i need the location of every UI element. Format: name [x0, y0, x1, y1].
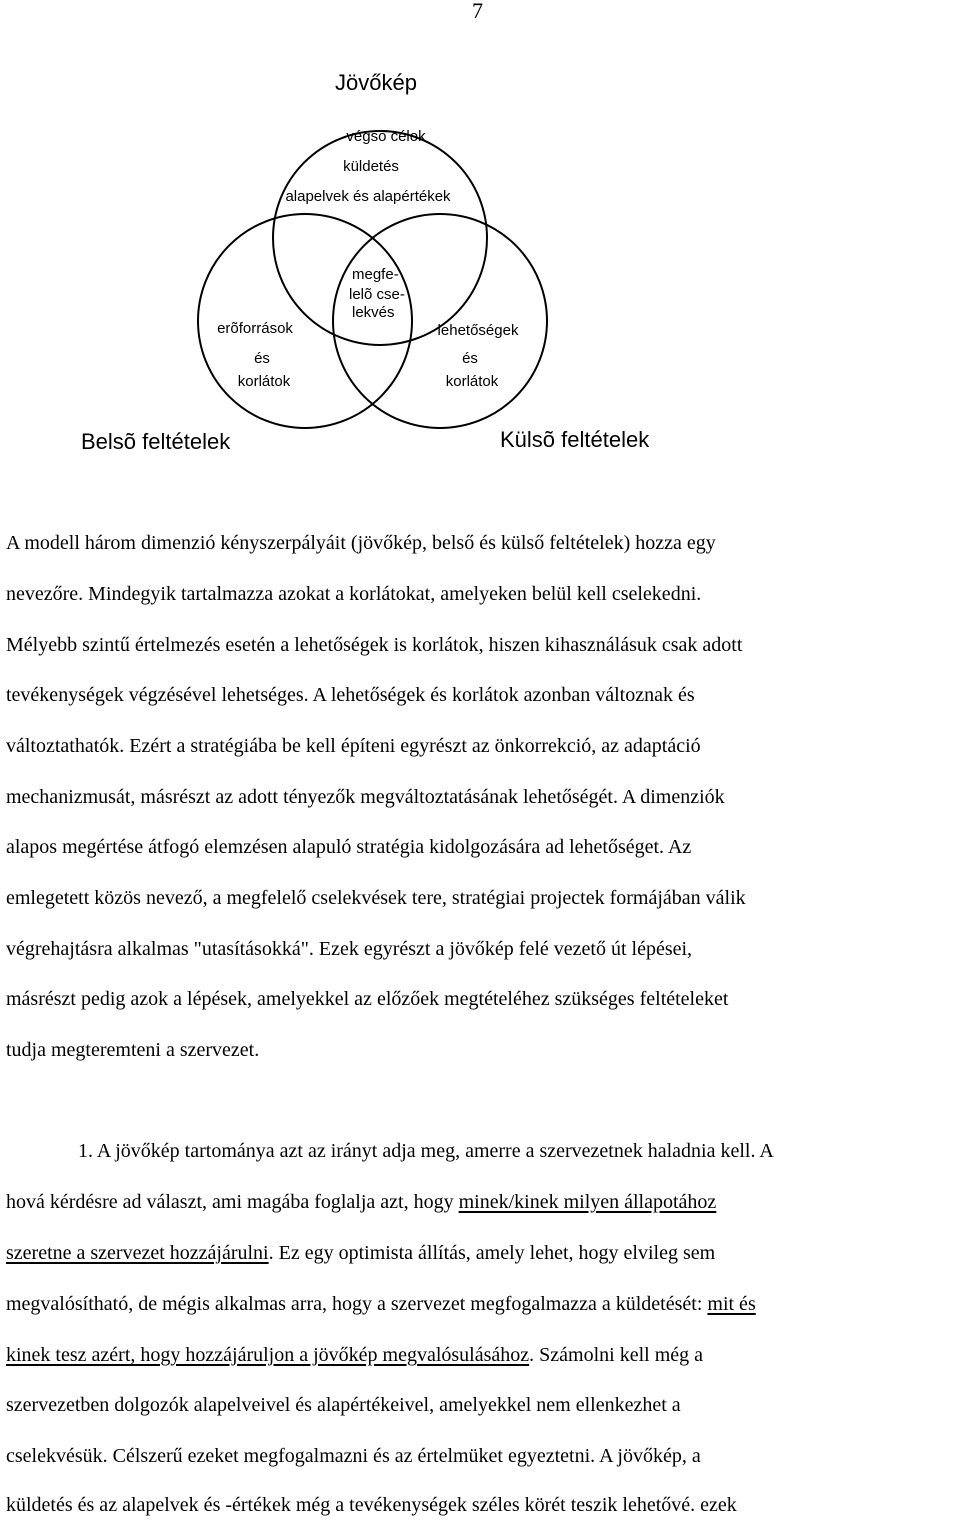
right-caption: Külsõ feltételek	[500, 427, 650, 452]
p2-line-2-underlined: minek/kinek milyen állapotához	[458, 1191, 717, 1213]
p2-line-3	[6, 1242, 715, 1265]
diagram-title: Jövőkép	[335, 70, 417, 95]
p1-line-8: emlegetett közös nevező, a megfelelő cselekvések tere, stratégiai projectek formájában válik	[6, 887, 746, 909]
p2-line-8: küldetés és az alapelvek és -értékek még a tevékenységek széles körét teszik lehetővé. ezek	[6, 1494, 737, 1516]
p1-line-4: tevékenységek végzésével lehetséges. A lehetőségek és korlátok azonban változnak és	[6, 684, 695, 706]
p2-line-3-text: . Ez egy optimista állítás, amely lehet, hogy elvileg sem	[268, 1242, 716, 1264]
p1-line-11: tudja megteremteni a szervezet.	[6, 1039, 260, 1061]
p2-line-4-underlined: mit és	[707, 1293, 756, 1315]
left-line-1: erõforrások	[217, 320, 293, 337]
center-line-3: lekvés	[352, 304, 395, 321]
p2-line-2-text: hová kérdésre ad választ, ami magába foglalja azt, hogy	[6, 1191, 459, 1213]
center-line-2: lelõ cse-	[349, 286, 405, 303]
venn-diagram	[0, 0, 960, 470]
right-line-1: lehetőségek	[437, 322, 519, 339]
p1-line-3: Mélyebb szintű értelmezés esetén a lehetőségek is korlátok, hiszen kihasználásuk csak adott	[6, 634, 743, 656]
top-item-1: végsõ célok	[346, 128, 426, 145]
p1-line-1: A modell három dimenzió kényszerpályáit (jövőkép, belső és külső feltételek) hozza egy	[6, 532, 716, 554]
p1-line-2: nevezőre. Mindegyik tartalmazza azokat a korlátokat, amelyeken belül kell cselekedni.	[6, 583, 702, 605]
p1-line-9: végrehajtásra alkalmas "utasításokká". Ezek egyrészt a jövőkép felé vezető út lépései,	[6, 938, 693, 960]
p2-line-3-underlined: szeretne a szervezet hozzájárulni	[6, 1242, 269, 1264]
left-line-2: és	[254, 350, 270, 367]
center-line-1: megfe-	[352, 266, 399, 283]
p2-line-1: 1. A jövőkép tartománya azt az irányt adja meg, amerre a szervezetnek haladnia kell. A	[78, 1140, 774, 1162]
right-line-2: és	[462, 350, 478, 367]
page-number: 7	[472, 0, 483, 23]
p2-line-4	[6, 1293, 756, 1316]
p1-line-7: alapos megértése átfogó elemzésen alapuló stratégia kidolgozására ad lehetőséget. Az	[6, 836, 692, 858]
p2-line-5	[6, 1344, 703, 1367]
p2-line-4-text: megvalósítható, de mégis alkalmas arra, hogy a szervezet megfogalmazza a küldetését:	[6, 1293, 708, 1315]
kulso-circle	[333, 214, 547, 428]
left-caption: Belsõ feltételek	[81, 429, 231, 454]
left-line-3: korlátok	[237, 373, 291, 390]
p2-line-5-underlined: kinek tesz azért, hogy hozzájáruljon a jövőkép megvalósulásához	[6, 1344, 530, 1366]
p1-line-6: mechanizmusát, másrészt az adott tényezők megváltoztatásának lehetőségét. A dimenziók	[6, 786, 725, 808]
top-item-2: küldetés	[343, 158, 399, 175]
p2-line-7: cselekvésük. Célszerű ezeket megfogalmazni és az értelmüket egyeztetni. A jövőkép, a	[6, 1445, 701, 1467]
right-line-3: korlátok	[445, 373, 499, 390]
top-item-3: alapelvek és alapértékek	[285, 188, 451, 205]
p2-line-6: szervezetben dolgozók alapelveivel és alapértékeivel, amelyekkel nem ellenkezhet a	[6, 1394, 681, 1416]
venn-circles	[0, 0, 960, 470]
p1-line-10: másrészt pedig azok a lépések, amelyekkel az előzőek megtételéhez szükséges feltételeket	[6, 988, 729, 1010]
p2-line-2	[6, 1191, 716, 1214]
p2-line-5-text: . Számolni kell még a	[529, 1344, 704, 1366]
p1-line-5: változtathatók. Ezért a stratégiába be kell építeni egyrészt az önkorrekció, az adaptáció	[6, 735, 701, 757]
